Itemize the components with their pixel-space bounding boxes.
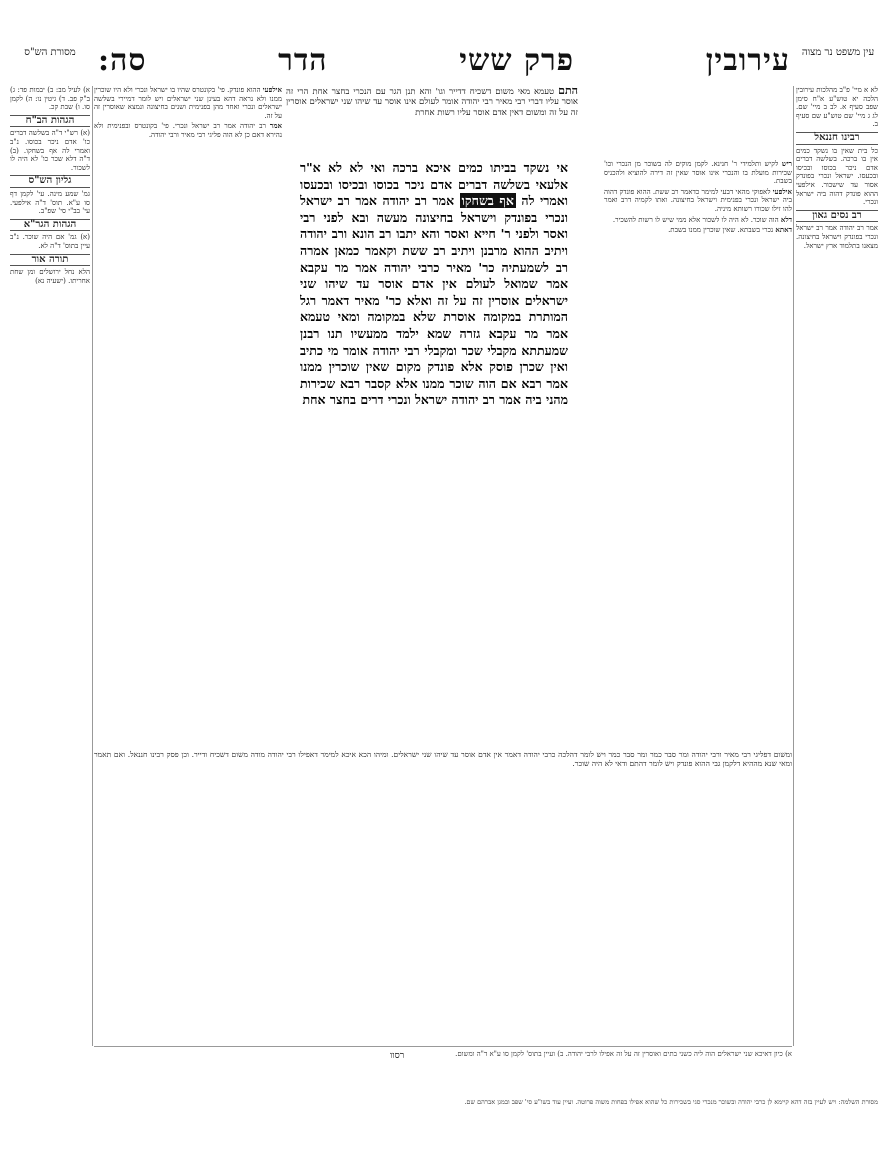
masoret-hashas-label: מסורת הש"ס: [24, 47, 76, 58]
gemara-highlighted-phrase: אף בשחקו: [461, 193, 514, 209]
rashi-top-text: טעמא מאי משום דשכיח דדייר וגו' והא תנן הגר עם הנכרי בחצר אחת הרי זה אוסר עליו דברי רבי מאיר רבי יהודה אומר לעולם אינו אוסר עד שיהו שני ישראלים אוסרין זה על זה ומשום דאין אדם אוסר עליו רשות אחרת: [286, 87, 578, 118]
column-divider: [92, 86, 93, 1046]
tosafot-column: [94, 86, 282, 746]
rav-nissim-title: רב נסים גאון: [796, 210, 878, 223]
gilyon-hashas-text: גמ' שמע מינה. עי' לקמן דף סו ע"א. תוס' ד"ה אילפעי. עי' בב"י סי' שפ"ב.: [10, 189, 90, 216]
left-margin: [10, 86, 90, 1116]
chapter-number: פרק ששי: [459, 42, 575, 78]
rashi-text-1: לקיש ותלמידי ר' חנינא. לקמן מוקים לה בשוכר מן הנכרי וכו' שכירות מועלת בו והנכרי אינו אוסר שאין זה דירה להוציא ולהכניס בשבת.: [604, 160, 792, 186]
talmud-page: [10, 10, 878, 1143]
column-divider: [793, 86, 794, 1046]
gemara-text-after: אמר רב יהודה אמר רב ישראל ונכרי בפונדק וישראל בחיצונה מעשה ובא לפני רבי ואסר ולפני ר' חייא ואסר והא יתבו רב הונא ורב יהודה ויתיב ההוא מרבנן ויתיב רב ששת וקאמר כמאן אמרה רב לשמעתיה כר' מאיר כרבי יהודה אמר מר עקבא אמר שמואל לעולם אין אדם אוסר עד שיהו שני ישראלים אוסרין זה על זה ואלא כר' מאיר דאמר רגל המותרת במקומה אוסרת שלא במקומה ומאי טעמא אמר מר עקבא גזרה שמא ילמד ממעשיו תנו רבנן שמעתתא מקבלי שכר ומקבלי רבי יהודה אומר מי כתיב ואין שכרן פוסק אלא פונדק מקום שאין שוכרין ממנו אמר רבא אם הוה שוכר ממנו אלא קסבר רבא שכירות מהני ביה אמר רב יהודה ישראל ונכרי דרים בחצר אחת: [300, 193, 568, 408]
lower-commentary: ומשום דפליגי רבי מאיר ורבי יהודה ומר סבר כמר ומר סבר כמר ויש לומר דהלכה כרבי יהודה דאמר אין אדם אוסר עד שיהו שני ישראלים. ומיהו הכא איכא למימר דאפילו רבי יהודה מודה משום דשכיח ודייר. וכן פסק רבינו חננאל. ואם תאמר ומאי שנא מההיא דלקמן גבי ההוא פונדק ויש לומר דהתם ודאי לא היה שוכר.: [94, 750, 792, 768]
page-header: [10, 38, 878, 82]
ein-mishpat-text: לא א מיי' פ"ב מהלכות עירובין הלכה יא טוש"ע א"ח סימן שפב סעיף א. לב ב מיי' שם. לג ג מיי' שם טוש"ע שם סעיף ב.: [796, 86, 878, 129]
bottom-notes: מסורת השלמה: ויש לעיין בזה דהא קיימא לן כרבי יהודה ובשוכר מנכרי סגי בשכירות כל שהוא אפילו בפחות משוה פרוטה. ועיין עוד בשו"ע סי' שפב ובמגן אברהם שם.: [464, 1098, 878, 1106]
footnote-section: א) כיון דאיכא שני ישראלים הוה ליה כשני בתים ואוסרין זה על זה אפילו לרבי יהודה. ב) ועיין בתוס' לקמן סו ע"א ד"ה ומשום.: [94, 1046, 792, 1096]
page-title: [98, 38, 790, 82]
tosafot-text-1: ההוא פונדק. פי' בקונטרס שהיו בו ישראל ונכרי ולא היו שוכרין ממנו ולא נראה דהא בעינן שני ישראלים ויש לומר דמיירי בשלשה ישראלים ונכרי ואחד מהן בפנימית ושנים בחיצונה ונמצא שאוסרין זה על זה.: [94, 86, 282, 120]
hagahot-gra-text: (א) גמ' אם היה שוכר. נ"ב עיין בתוס' ד"ה לא.: [10, 233, 90, 250]
hagahot-bach-text: (א) רש"י ד"ה בשלשה דברים כו' אדם ניכר בכוסו. נ"ב ואמרי לה אף בשחקו. (ב) ד"ה דלא שכר כו' לא היה לו לשכור.: [10, 129, 90, 172]
rashi-top-block: [286, 86, 578, 158]
rashi-dh-1: ריש: [781, 160, 792, 168]
torah-or-title: תורה אור: [10, 254, 90, 267]
rashi-dh-2: אילפעי: [772, 186, 792, 196]
rabbeinu-chananel-title: רבינו חננאל: [796, 132, 878, 145]
gemara-text: [300, 160, 568, 745]
masoret-text: א) לעיל מב: ב) יבמות פד: ג) ב"ק פב. ד) גיטין נו: ה) לקמן סו. ו) שבת קכ.: [10, 86, 90, 112]
rashi-dh-4: דאתא: [775, 225, 792, 235]
tosafot-dh-1: אילפעי: [262, 86, 282, 94]
tosafot-dh-2: אמר: [269, 121, 282, 131]
rabbeinu-chananel-text: כל בית שאין בו נשקד כמים אין בו ברכה. בשלשה דברים אדם ניכר בכוסו ובכיסו ובכעסו. ישראל ונכרי בפונדק אסור עד שישכור. אילפעי ההוא פונדק דהוה ביה ישראל ונכרי.: [796, 146, 878, 207]
gilyon-hashas-title: גליון הש"ס: [10, 175, 90, 188]
gemara-text-before: אי נשקד בביתו כמים איכא ברכה ואי לא לא א"ר אלעאי בשלשה דברים אדם ניכר בכוסו ובכיסו ובכעסו ואמרי לה: [300, 160, 568, 209]
hagahot-bach-title: הגהות הב"ח: [10, 115, 90, 128]
right-margin: [796, 86, 878, 1116]
rashi-text-3: הוה שוכר. לא היה לו לשכור אלא ממי שיש לו רשות להשכיר.: [612, 215, 779, 224]
rashi-column: [604, 160, 792, 745]
folio-number: סה:: [98, 42, 147, 78]
ein-mishpat-label: עין משפט נר מצוה: [801, 47, 875, 58]
hagahot-gra-title: הגהות הגר"א: [10, 219, 90, 232]
tractate-name: עירובין: [705, 42, 790, 78]
rashi-dibbur-hamatchil: התם: [558, 86, 578, 97]
rav-nissim-text: אמר רב יהודה אמר רב ישראל ונכרי בפונדק וישראל בחיצונה. מצאנו בתלמוד ארץ ישראל.: [796, 224, 878, 250]
torah-or-text: הלא נחל ירושלים ומן שחת אחריתו. (ישעיה נא): [10, 268, 90, 285]
rashi-dh-3: דלא: [780, 214, 792, 224]
page-number: רסוו: [390, 1051, 405, 1061]
rashi-text-2: לאפוקי מהאי דבעי למימר כדאמר רב ששת. ההוא פונדק דהוה ביה ישראל ונכרי בפנימית וישראל בחיצונה. ואתו לקמיה דרב ואמר להו זילו שכורו רשותא מיניה.: [604, 187, 792, 213]
tosafot-text-2: רב יהודה אמר רב ישראל ונכרי. פי' בקונטרס ובפנימית ולא נהירא דאם כן לא הוה פליגי רבי מאיר ורבי יהודה.: [94, 122, 282, 139]
rashi-text-4: נכרי בשבתא. שאין שוכרין ממנו בשבת.: [668, 226, 774, 235]
chapter-name: הדר: [278, 42, 328, 78]
